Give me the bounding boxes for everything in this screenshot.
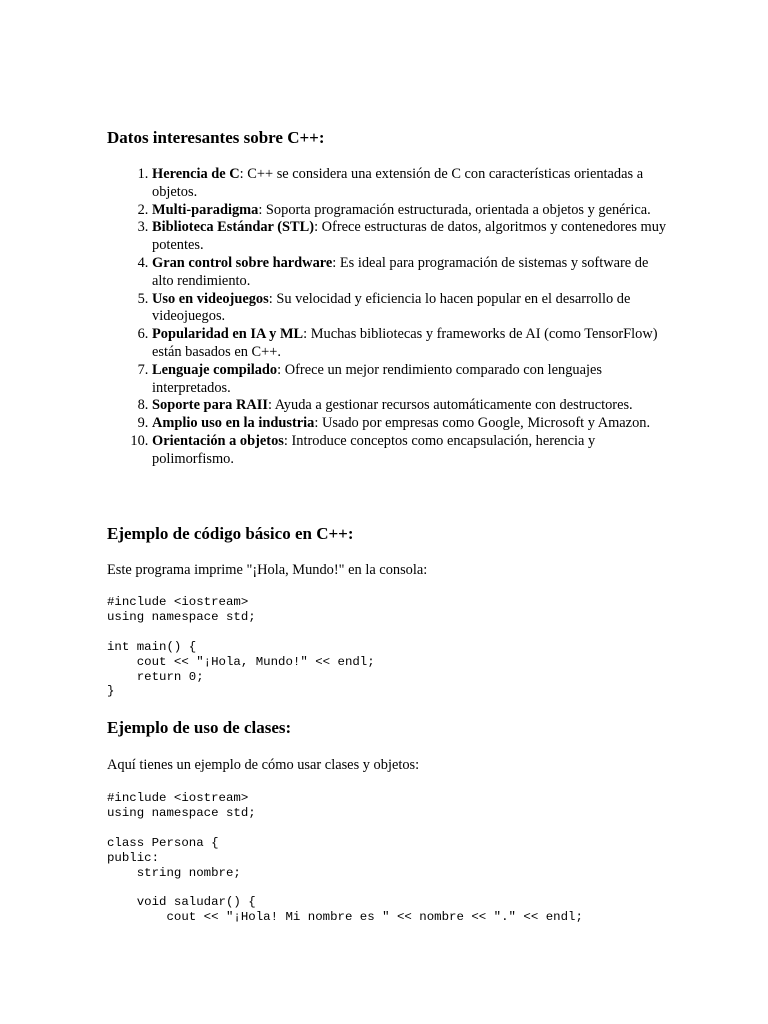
list-item — [152, 326, 667, 362]
fact-description: : Introduce conceptos como encapsulación, herencia y polimorfismo. — [152, 432, 596, 467]
fact-term: Lenguaje compilado — [152, 361, 278, 378]
fact-term: Soporte para RAII — [152, 397, 268, 414]
facts-heading: Datos interesantes sobre C++: — [107, 128, 325, 147]
list-item — [152, 255, 667, 291]
fact-description: : Muchas bibliotecas y frameworks de AI (como TensorFlow) están basados en C++. — [152, 326, 658, 360]
list-item — [152, 166, 667, 202]
fact-description: : Su velocidad y eficiencia lo hacen popular en el desarrollo de videojuegos. — [152, 290, 631, 325]
fact-term: Amplio uso en la industria — [152, 415, 315, 432]
fact-term: Multi-paradigma — [152, 201, 259, 218]
basic-example-code-block: #include <iostream> using namespace std; int main() { cout << "¡Hola, Mundo!" << endl; return 0; } — [107, 595, 375, 699]
fact-term: Biblioteca Estándar (STL) — [152, 219, 315, 236]
list-item — [152, 415, 667, 433]
basic-example-heading: Ejemplo de código básico en C++: — [107, 524, 354, 543]
fact-term: Gran control sobre hardware — [152, 254, 333, 271]
fact-description: : Ofrece estructuras de datos, algoritmos y contenedores muy potentes. — [152, 219, 667, 254]
fact-term: Orientación a objetos — [152, 432, 284, 449]
fact-description: : Ayuda a gestionar recursos automáticamente con destructores. — [267, 397, 633, 414]
list-item — [152, 219, 667, 255]
list-item — [152, 433, 667, 469]
list-item — [152, 397, 667, 415]
basic-example-intro: Este programa imprime "¡Hola, Mundo!" en la consola: — [107, 562, 428, 578]
list-item — [152, 362, 667, 398]
fact-description: : Es ideal para programación de sistemas y software de alto rendimiento. — [152, 254, 649, 289]
fact-description: : Ofrece un mejor rendimiento comparado con lenguajes interpretados. — [152, 361, 602, 396]
classes-example-heading: Ejemplo de uso de clases: — [107, 718, 292, 737]
fact-term: Popularidad en IA y ML — [152, 326, 304, 343]
fact-term: Uso en videojuegos — [152, 290, 269, 307]
classes-example-code-block: #include <iostream> using namespace std; class Persona { public: string nombre; void saludar() { cout << "¡Hola! Mi nombre es " << nombre << "." << endl; — [107, 791, 583, 925]
fact-description: : Usado por empresas como Google, Microsoft y Amazon. — [314, 415, 651, 432]
list-item — [152, 291, 667, 327]
list-item — [152, 202, 667, 220]
fact-description: : C++ se considera una extensión de C con características orientadas a objetos. — [152, 166, 644, 200]
classes-example-intro: Aquí tienes un ejemplo de cómo usar clases y objetos: — [107, 757, 420, 773]
fact-description: : Soporta programación estructurada, orientada a objetos y genérica. — [258, 201, 651, 218]
facts-list — [107, 166, 667, 469]
fact-term: Herencia de C — [152, 166, 240, 182]
